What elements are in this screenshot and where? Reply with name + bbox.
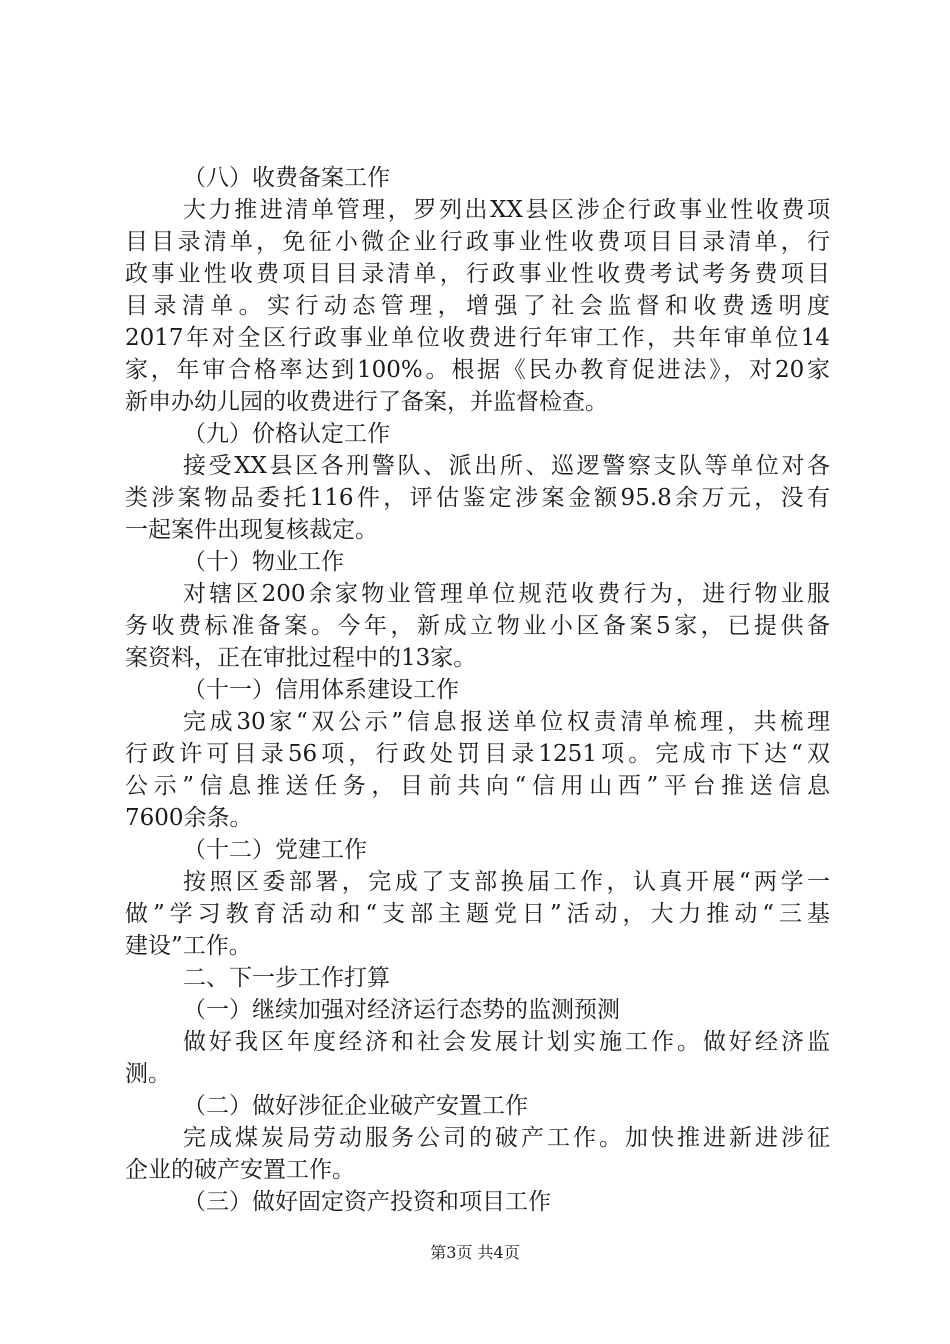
paragraph-line: 测。 — [125, 1061, 171, 1087]
paragraph-line: 完成煤炭局劳动服务公司的破产工作。加快推进新进涉征 — [183, 1125, 830, 1151]
paragraph-line: 企业的破产安置工作。 — [125, 1157, 355, 1183]
paragraph-line: 务收费标准备案。今年，新成立物业小区备案5家，已提供备 — [125, 613, 830, 639]
paragraph-line: 2017年对全区行政事业单位收费进行年审工作，共年审单位14 — [125, 325, 830, 351]
section-heading: （一）继续加强对经济运行态势的监测预测 — [183, 997, 620, 1023]
paragraph-line: 建设”工作。 — [125, 933, 252, 959]
paragraph-line: 行政许可目录56项，行政处罚目录1251项。完成市下达“双 — [125, 741, 830, 767]
paragraph-line: 公示”信息推送任务，目前共向“信用山西”平台推送信息 — [125, 773, 830, 799]
paragraph-line: 类涉案物品委托116件，评估鉴定涉案金额95.8余万元，没有 — [125, 485, 830, 511]
section-heading: 二、下一步工作打算 — [183, 965, 390, 991]
section-heading: （三）做好固定资产投资和项目工作 — [183, 1189, 551, 1215]
section-heading: （十二）党建工作 — [183, 837, 367, 863]
paragraph-line: 按照区委部署，完成了支部换届工作，认真开展“两学一 — [183, 869, 830, 895]
paragraph-line: 大力推进清单管理，罗列出XX县区涉企行政事业性收费项 — [183, 197, 830, 223]
section-heading: （十）物业工作 — [183, 549, 344, 575]
section-heading: （二）做好涉征企业破产安置工作 — [183, 1093, 528, 1119]
paragraph-line: 7600余条。 — [125, 805, 253, 831]
paragraph-line: 案资料，正在审批过程中的13家。 — [125, 645, 477, 671]
paragraph-line: 接受XX县区各刑警队、派出所、巡逻警察支队等单位对各 — [183, 453, 830, 479]
section-heading: （十一）信用体系建设工作 — [183, 677, 459, 703]
page-footer: 第3页 共4页 — [430, 1243, 520, 1262]
paragraph-line: 目目录清单，免征小微企业行政事业性收费项目目录清单，行 — [125, 229, 830, 255]
paragraph-line: 目录清单。实行动态管理，增强了社会监督和收费透明度 — [125, 293, 830, 319]
paragraph-line: 完成30家“双公示”信息报送单位权责清单梳理，共梳理 — [183, 709, 830, 735]
paragraph-line: 做”学习教育活动和“支部主题党日”活动，大力推动“三基 — [125, 901, 830, 927]
section-heading: （九）价格认定工作 — [183, 421, 390, 447]
paragraph-line: 政事业性收费项目目录清单，行政事业性收费考试考务费项目 — [125, 261, 830, 287]
paragraph-line: 对辖区200余家物业管理单位规范收费行为，进行物业服 — [183, 581, 830, 607]
section-heading: （八）收费备案工作 — [183, 165, 390, 191]
paragraph-line: 新申办幼儿园的收费进行了备案，并监督检查。 — [125, 389, 608, 415]
paragraph-line: 一起案件出现复核裁定。 — [125, 517, 378, 543]
document-body — [125, 162, 830, 1218]
paragraph-line: 家，年审合格率达到100%。根据《民办教育促进法》，对20家 — [125, 357, 830, 383]
paragraph-line: 做好我区年度经济和社会发展计划实施工作。做好经济监 — [183, 1029, 830, 1055]
